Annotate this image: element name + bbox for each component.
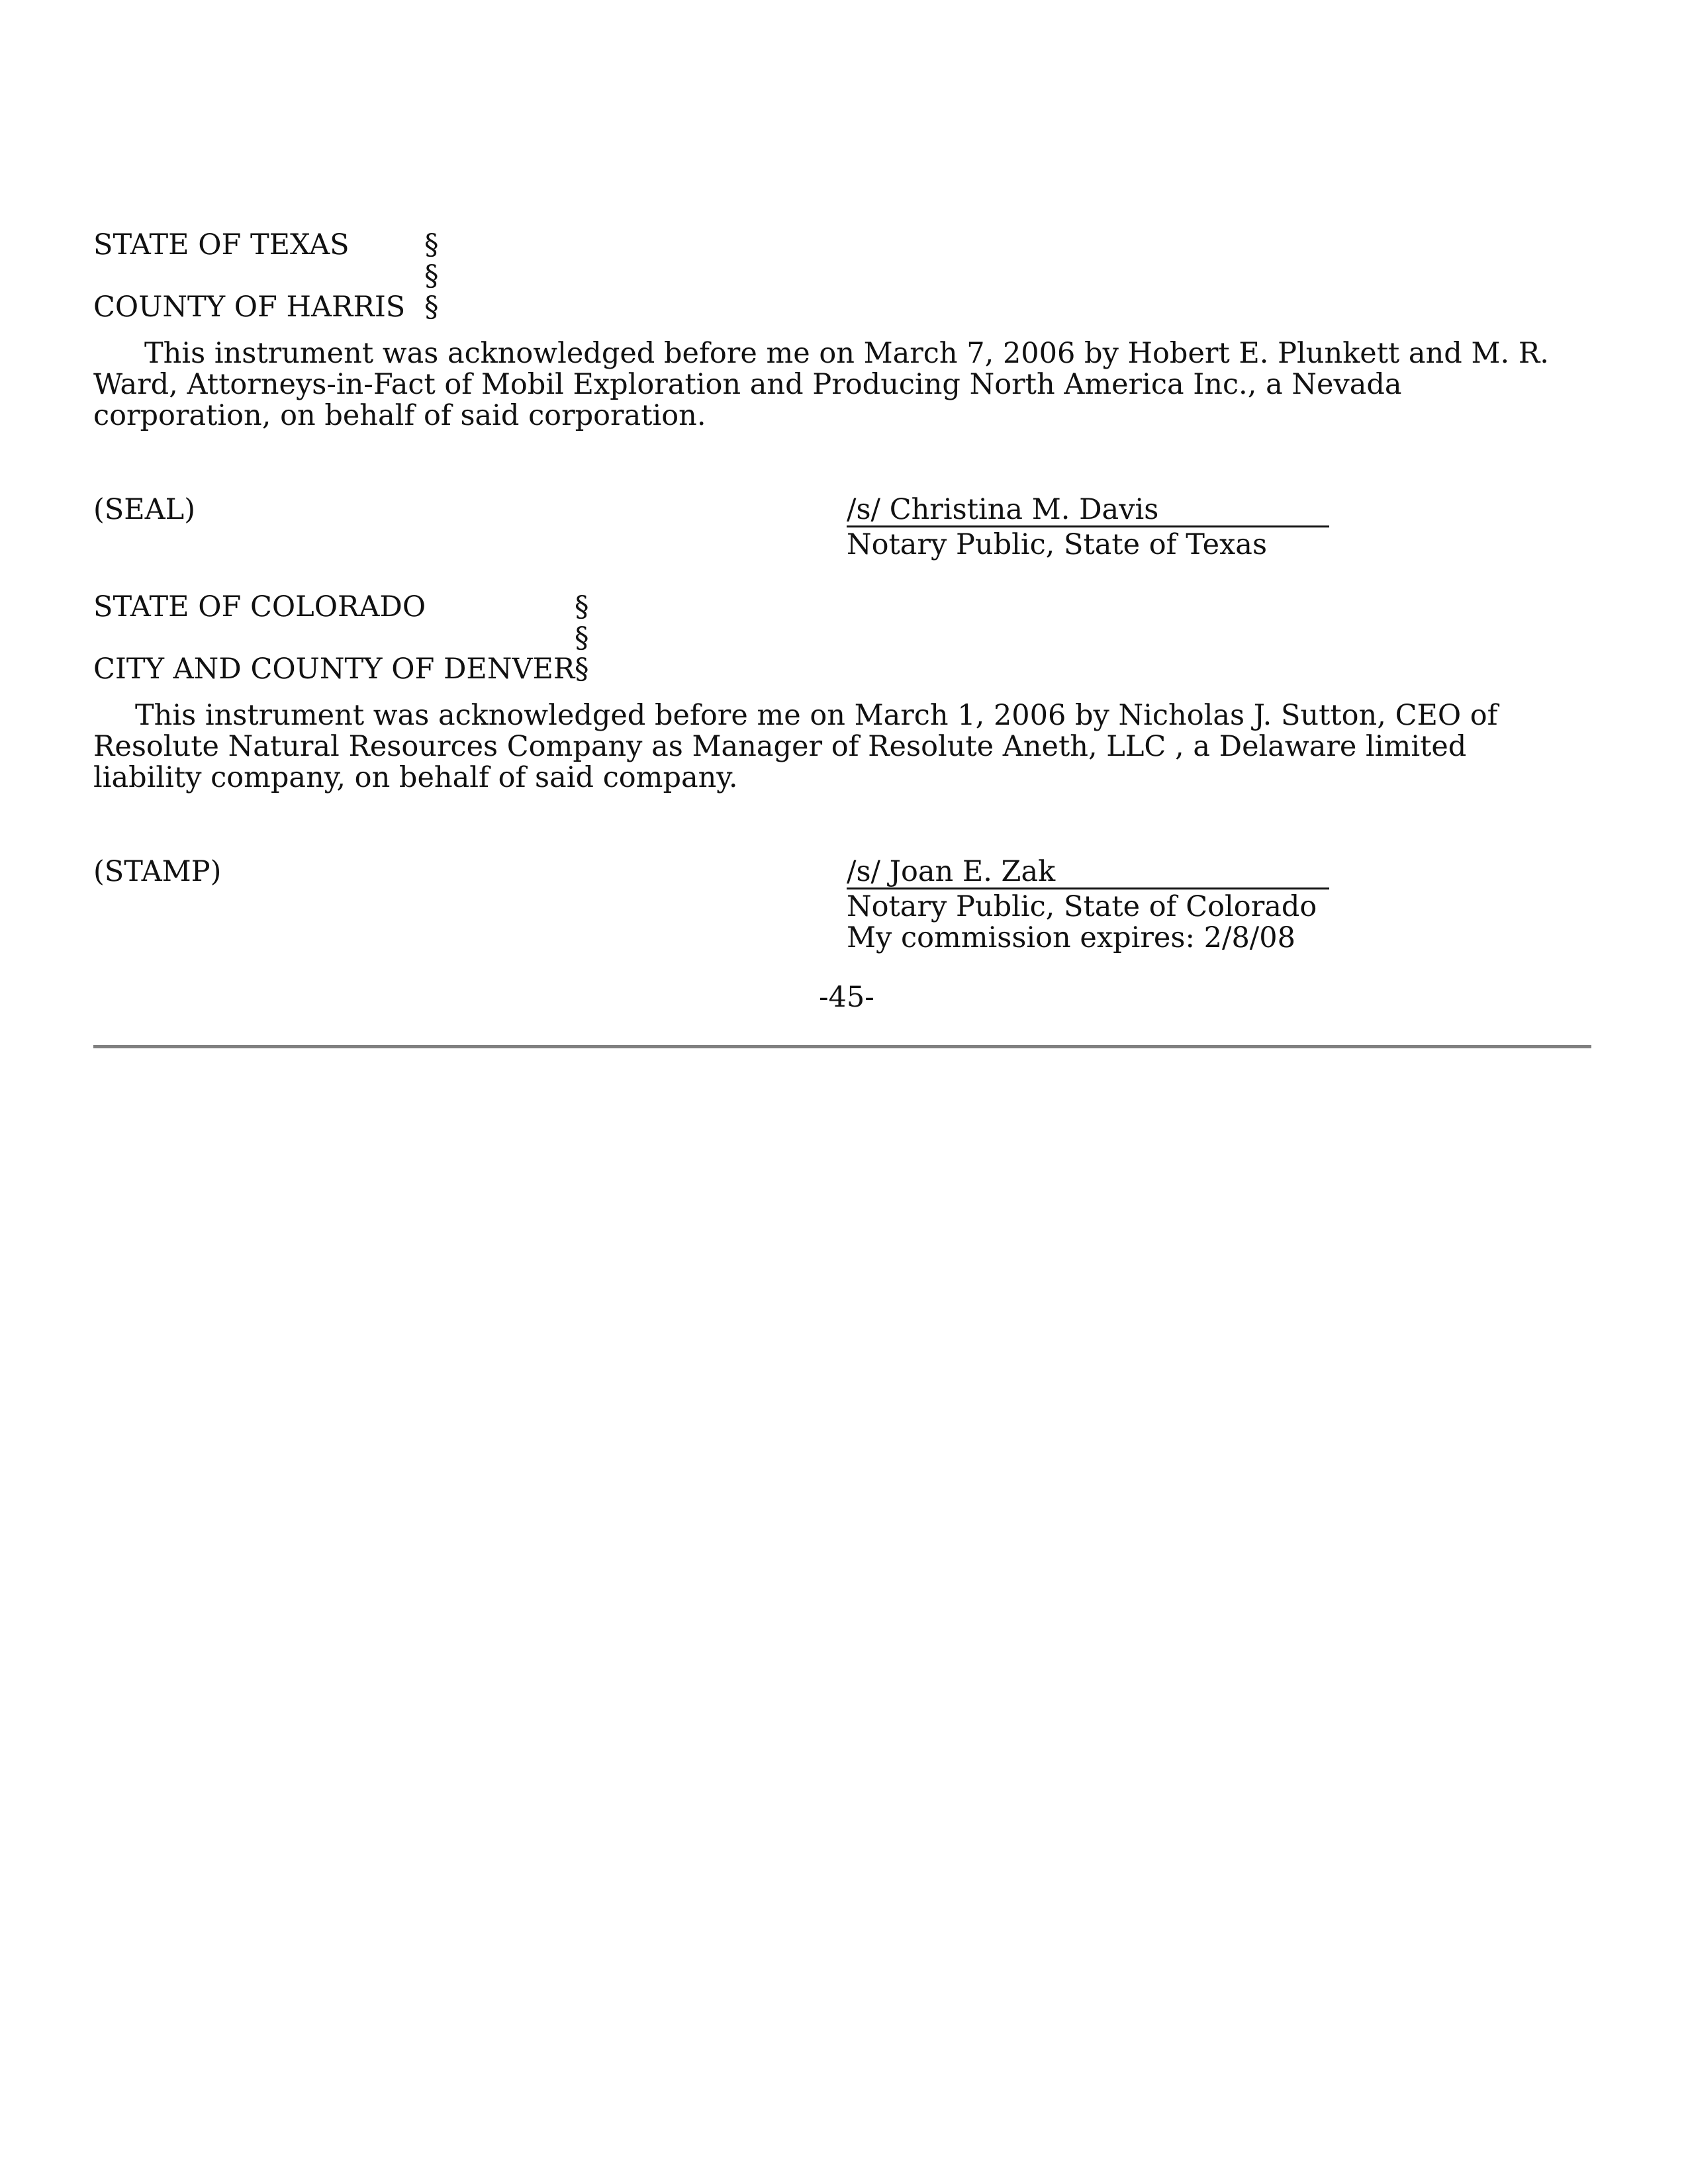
notary-title-texas: Notary Public, State of Texas <box>847 528 1268 561</box>
stamp-label: (STAMP) <box>93 855 222 888</box>
venue-state-colorado: STATE OF COLORADO <box>93 590 426 623</box>
acknowledgment-paragraph-texas: This instrument was acknowledged before me on March 7, 2006 by Hobert E. Plunkett and M. R. Ward, Attorneys-in-Fact of Mobil Exploration and Producing North America Inc., a Nevada corporation, on behalf of said corporation. <box>93 337 1549 432</box>
signature-line <box>847 887 1329 889</box>
acknowledgment-paragraph-colorado: This instrument was acknowledged before me on March 1, 2006 by Nicholas J. Sutton, CEO of Resolute Natural Resources Company as Manager of Resolute Aneth, LLC , a Delaware limited liability company, on behalf of said company. <box>93 699 1498 794</box>
notary-signature-texas: /s/ Christina M. Davis <box>847 493 1159 526</box>
venue-county-harris: COUNTY OF HARRIS <box>93 291 406 324</box>
venue-state-texas: STATE OF TEXAS <box>93 228 350 261</box>
signature-line <box>847 525 1329 527</box>
seal-label: (SEAL) <box>93 493 196 526</box>
notary-signature-colorado: /s/ Joan E. Zak <box>847 855 1056 888</box>
section-symbol: § <box>424 291 439 324</box>
section-symbol: § <box>424 228 439 261</box>
section-symbol: § <box>575 590 589 623</box>
section-symbol: § <box>424 259 439 293</box>
page-divider <box>93 1045 1591 1048</box>
commission-expiry: My commission expires: 2/8/08 <box>847 921 1296 954</box>
venue-county-denver: CITY AND COUNTY OF DENVER <box>93 653 575 686</box>
section-symbol: § <box>575 653 589 686</box>
notary-title-colorado: Notary Public, State of Colorado <box>847 890 1317 923</box>
page-number: -45- <box>819 981 874 1014</box>
section-symbol: § <box>575 621 589 655</box>
